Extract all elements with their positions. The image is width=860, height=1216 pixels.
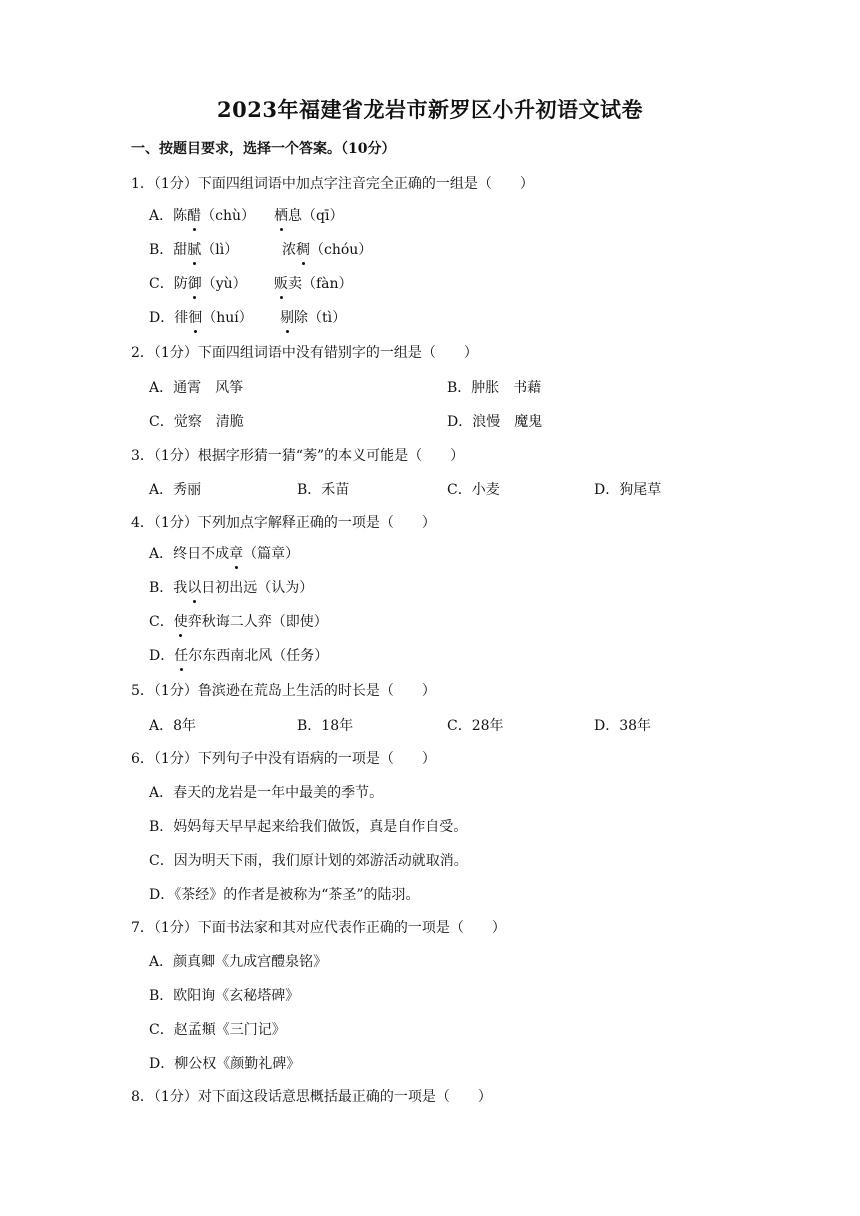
question-1-option-d-second: 剔除（tì） (280, 307, 346, 327)
question-3-option-b: B．禾苗 (297, 482, 350, 498)
question-4-option-d: D．任尔东西南北风（任务） (149, 645, 328, 665)
question-3-option-a: A．秀丽 (149, 482, 202, 498)
question-2-option-a: A．通霄 风筝 (149, 380, 244, 396)
question-5-stem: 5．（1分）鲁滨逊在荒岛上生活的时长是（ ） (131, 683, 436, 699)
question-1-option-d: D．徘徊（huí） (149, 307, 253, 327)
question-4-option-c: C．使弈秋诲二人弈（即使） (149, 611, 328, 631)
question-5-option-c: C．28年 (447, 718, 504, 734)
question-3-option-c: C．小麦 (447, 482, 500, 498)
question-2-option-d: D．浪慢 魔鬼 (447, 414, 543, 430)
question-7-option-b: B．欧阳询《玄秘塔碑》 (149, 988, 300, 1004)
question-2-option-c: C．觉察 清脆 (149, 414, 244, 430)
question-3-stem: 3．（1分）根据字形猜一猜“莠”的本义可能是（ ） (131, 448, 465, 464)
question-6-stem: 6．（1分）下列句子中没有语病的一项是（ ） (131, 751, 436, 767)
question-1-option-b-second: 浓稠（chóu） (282, 239, 372, 259)
question-1-option-a-second: 栖息（qī） (274, 205, 343, 225)
question-4-option-b: B．我以日初出远（认为） (149, 577, 313, 597)
question-4-stem: 4．（1分）下列加点字解释正确的一项是（ ） (131, 515, 436, 531)
section-heading: 一、按题目要求，选择一个答案。（10分） (131, 141, 396, 157)
question-1-option-a: A．陈醋（chù） (149, 205, 255, 225)
question-7-option-c: C．赵孟頫《三门记》 (149, 1022, 286, 1038)
question-6-option-b: B．妈妈每天早早起来给我们做饭，真是自作自受。 (149, 819, 468, 835)
question-7-option-d: D．柳公权《颜勤礼碑》 (149, 1056, 301, 1072)
page-title: 2023年福建省龙岩市新罗区小升初语文试卷 (217, 97, 643, 122)
question-1-option-b: B．甜腻（lì） (149, 239, 238, 259)
question-1-stem: 1．（1分）下面四组词语中加点字注音完全正确的一组是（ ） (131, 176, 534, 192)
question-8-stem: 8．（1分）对下面这段话意思概括最正确的一项是（ ） (131, 1089, 492, 1105)
question-1-option-c: C．防御（yù） (149, 273, 247, 293)
question-6-option-a: A．春天的龙岩是一年中最美的季节。 (149, 785, 384, 801)
question-2-option-b: B．肿胀 书藉 (447, 380, 542, 396)
question-3-option-d: D．狗尾草 (594, 482, 662, 498)
question-5-option-d: D．38年 (594, 718, 652, 734)
question-5-option-b: B．18年 (297, 718, 354, 734)
question-1-option-c-second: 贩卖（fàn） (274, 273, 353, 293)
question-6-option-d: D．《茶经》的作者是被称为“茶圣”的陆羽。 (149, 887, 420, 903)
question-4-option-a: A．终日不成章（篇章） (149, 543, 299, 563)
question-7-option-a: A．颜真卿《九成宫醴泉铭》 (149, 954, 328, 970)
question-2-stem: 2．（1分）下面四组词语中没有错别字的一组是（ ） (131, 345, 478, 361)
question-7-stem: 7．（1分）下面书法家和其对应代表作正确的一项是（ ） (131, 920, 506, 936)
question-6-option-c: C．因为明天下雨，我们原计划的郊游活动就取消。 (149, 853, 468, 869)
question-5-option-a: A．8年 (149, 718, 197, 734)
